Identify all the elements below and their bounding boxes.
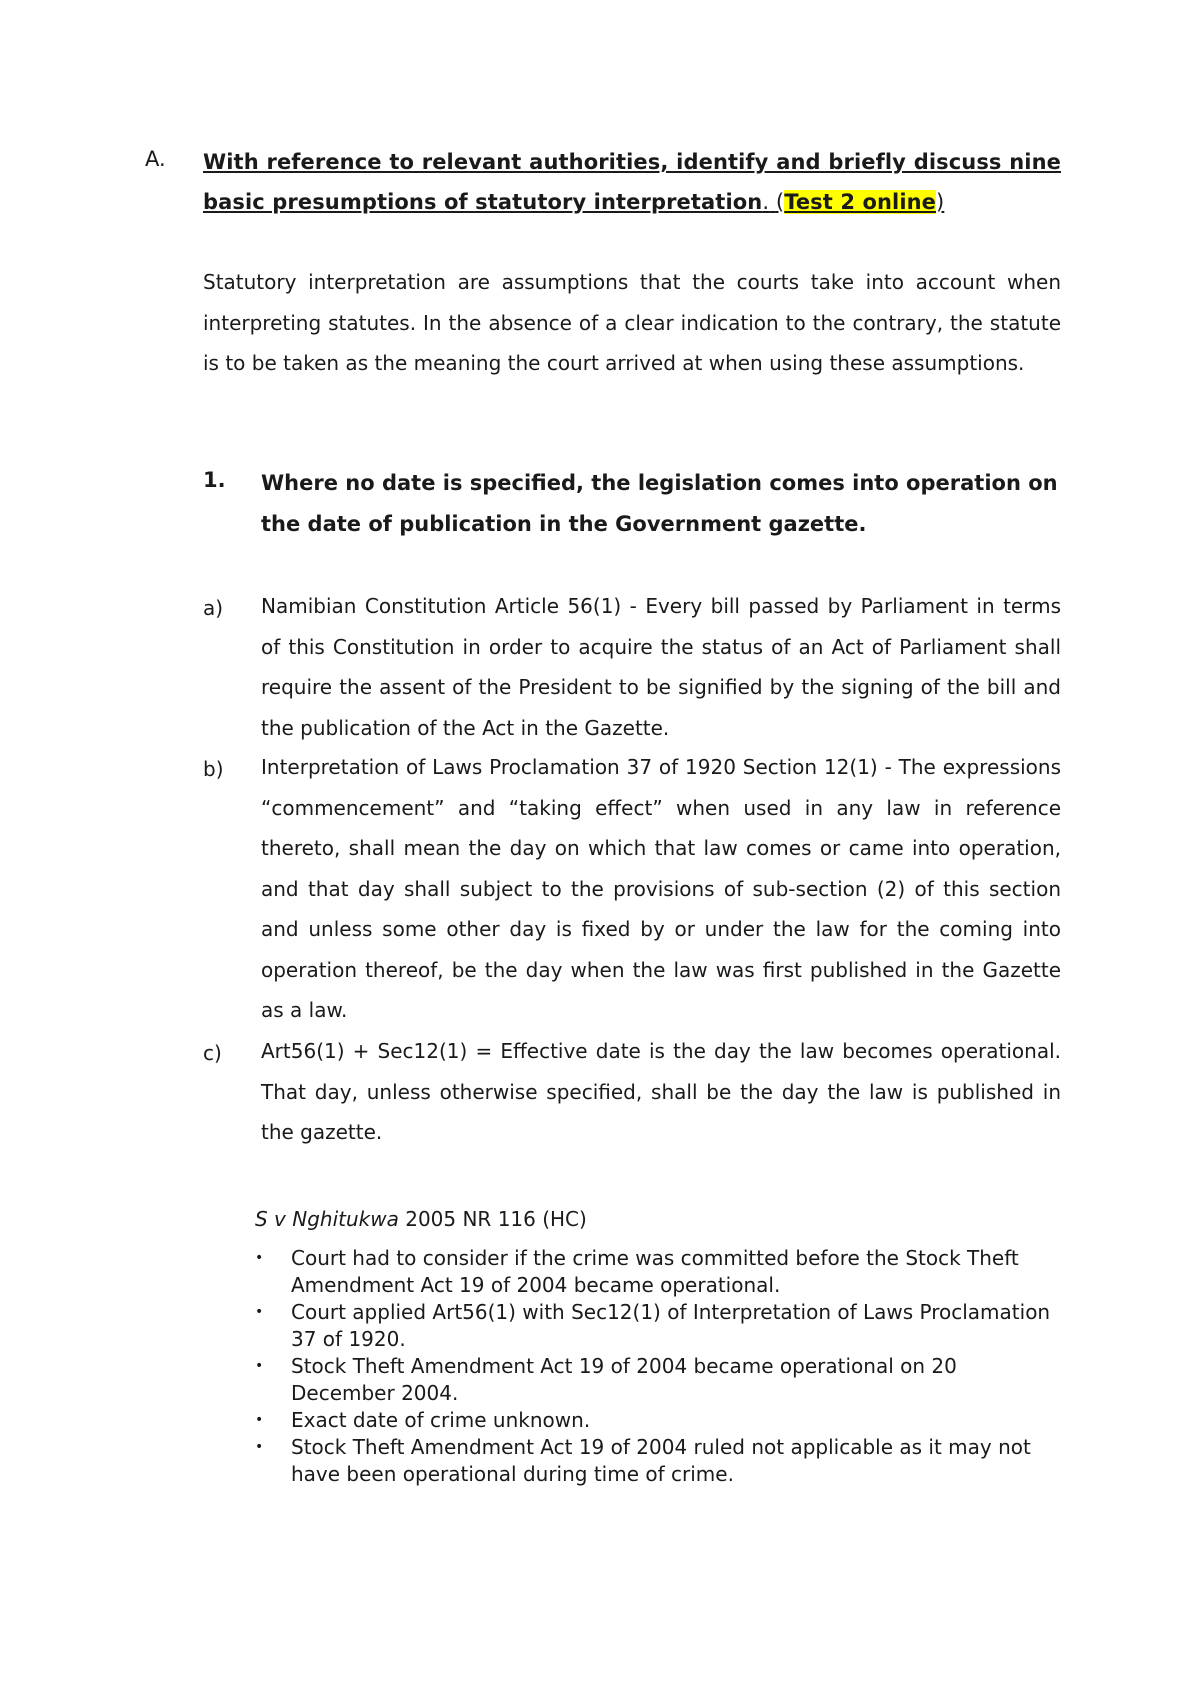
- bullet-icon: •: [255, 1250, 264, 1266]
- section-letter: A.: [145, 147, 166, 171]
- case-reference: 2005 NR 116 (HC): [398, 1207, 587, 1231]
- tag-open: (: [775, 190, 785, 214]
- test-tag-highlight: Test 2 online: [784, 190, 937, 214]
- point-label-c: c): [203, 1041, 222, 1065]
- tag-close: ): [936, 190, 945, 214]
- point-text-a: Namibian Constitution Article 56(1) - Every bill passed by Parliament in terms of this Constitution in order to acquire the status of an Act of Parliament shall require the assent of the President to be signified by the signing of the bill and the publication of the Act in the Gazette.: [261, 594, 1061, 740]
- point-text-c: Art56(1) + Sec12(1) = Effective date is the day the law becomes operational. That day, unless otherwise specified, shall be the day the law is published in the gazette.: [261, 1039, 1061, 1144]
- bullet-icon: •: [255, 1358, 264, 1374]
- bullet-icon: •: [255, 1412, 264, 1428]
- point-text-b: Interpretation of Laws Proclamation 37 of 1920 Section 12(1) - The expressions “commencement” and “taking effect” when used in any law in reference thereto, shall mean the day on which that law comes or came into operation, and that day shall subject to the provisions of sub-section (2) of this section and unless some other day is fixed by or under the law for the coming into operation thereof, be the day when the law was first published in the Gazette as a law.: [261, 755, 1061, 1022]
- point-label-b: b): [203, 757, 224, 781]
- case-citation: [255, 1207, 587, 1231]
- bullet-icon: •: [255, 1439, 264, 1455]
- presumption-title: Where no date is specified, the legislation comes into operation on the date of publication in the Government gazette.: [261, 471, 1058, 536]
- case-bullet-list: [255, 1245, 1055, 1488]
- list-item: • Exact date of crime unknown.: [255, 1408, 591, 1432]
- list-item: • Stock Theft Amendment Act 19 of 2004 ruled not applicable as it may not have been operational during time of crime.: [255, 1435, 1031, 1486]
- intro-paragraph: Statutory interpretation are assumptions that the courts take into account when interpreting statutes. In the absence of a clear indication to the contrary, the statute is to be taken as the meaning the court arrived at when using these assumptions.: [203, 270, 1061, 375]
- list-item: • Stock Theft Amendment Act 19 of 2004 became operational on 20 December 2004.: [255, 1354, 957, 1405]
- case-name: S v Nghitukwa: [255, 1207, 399, 1231]
- question-period: .: [762, 190, 770, 214]
- list-item: • Court had to consider if the crime was committed before the Stock Theft Amendment Act 19 of 2004 became operational.: [255, 1246, 1019, 1297]
- question-text: With reference to relevant authorities, identify and briefly discuss nine basic presumptions of statutory interpretation: [203, 150, 1061, 214]
- point-label-a: a): [203, 596, 224, 620]
- bullet-icon: •: [255, 1304, 264, 1320]
- section-question: [203, 142, 1061, 222]
- list-item: • Court applied Art56(1) with Sec12(1) of Interpretation of Laws Proclamation 37 of 1920.: [255, 1300, 1051, 1351]
- presumption-number: 1.: [203, 468, 226, 492]
